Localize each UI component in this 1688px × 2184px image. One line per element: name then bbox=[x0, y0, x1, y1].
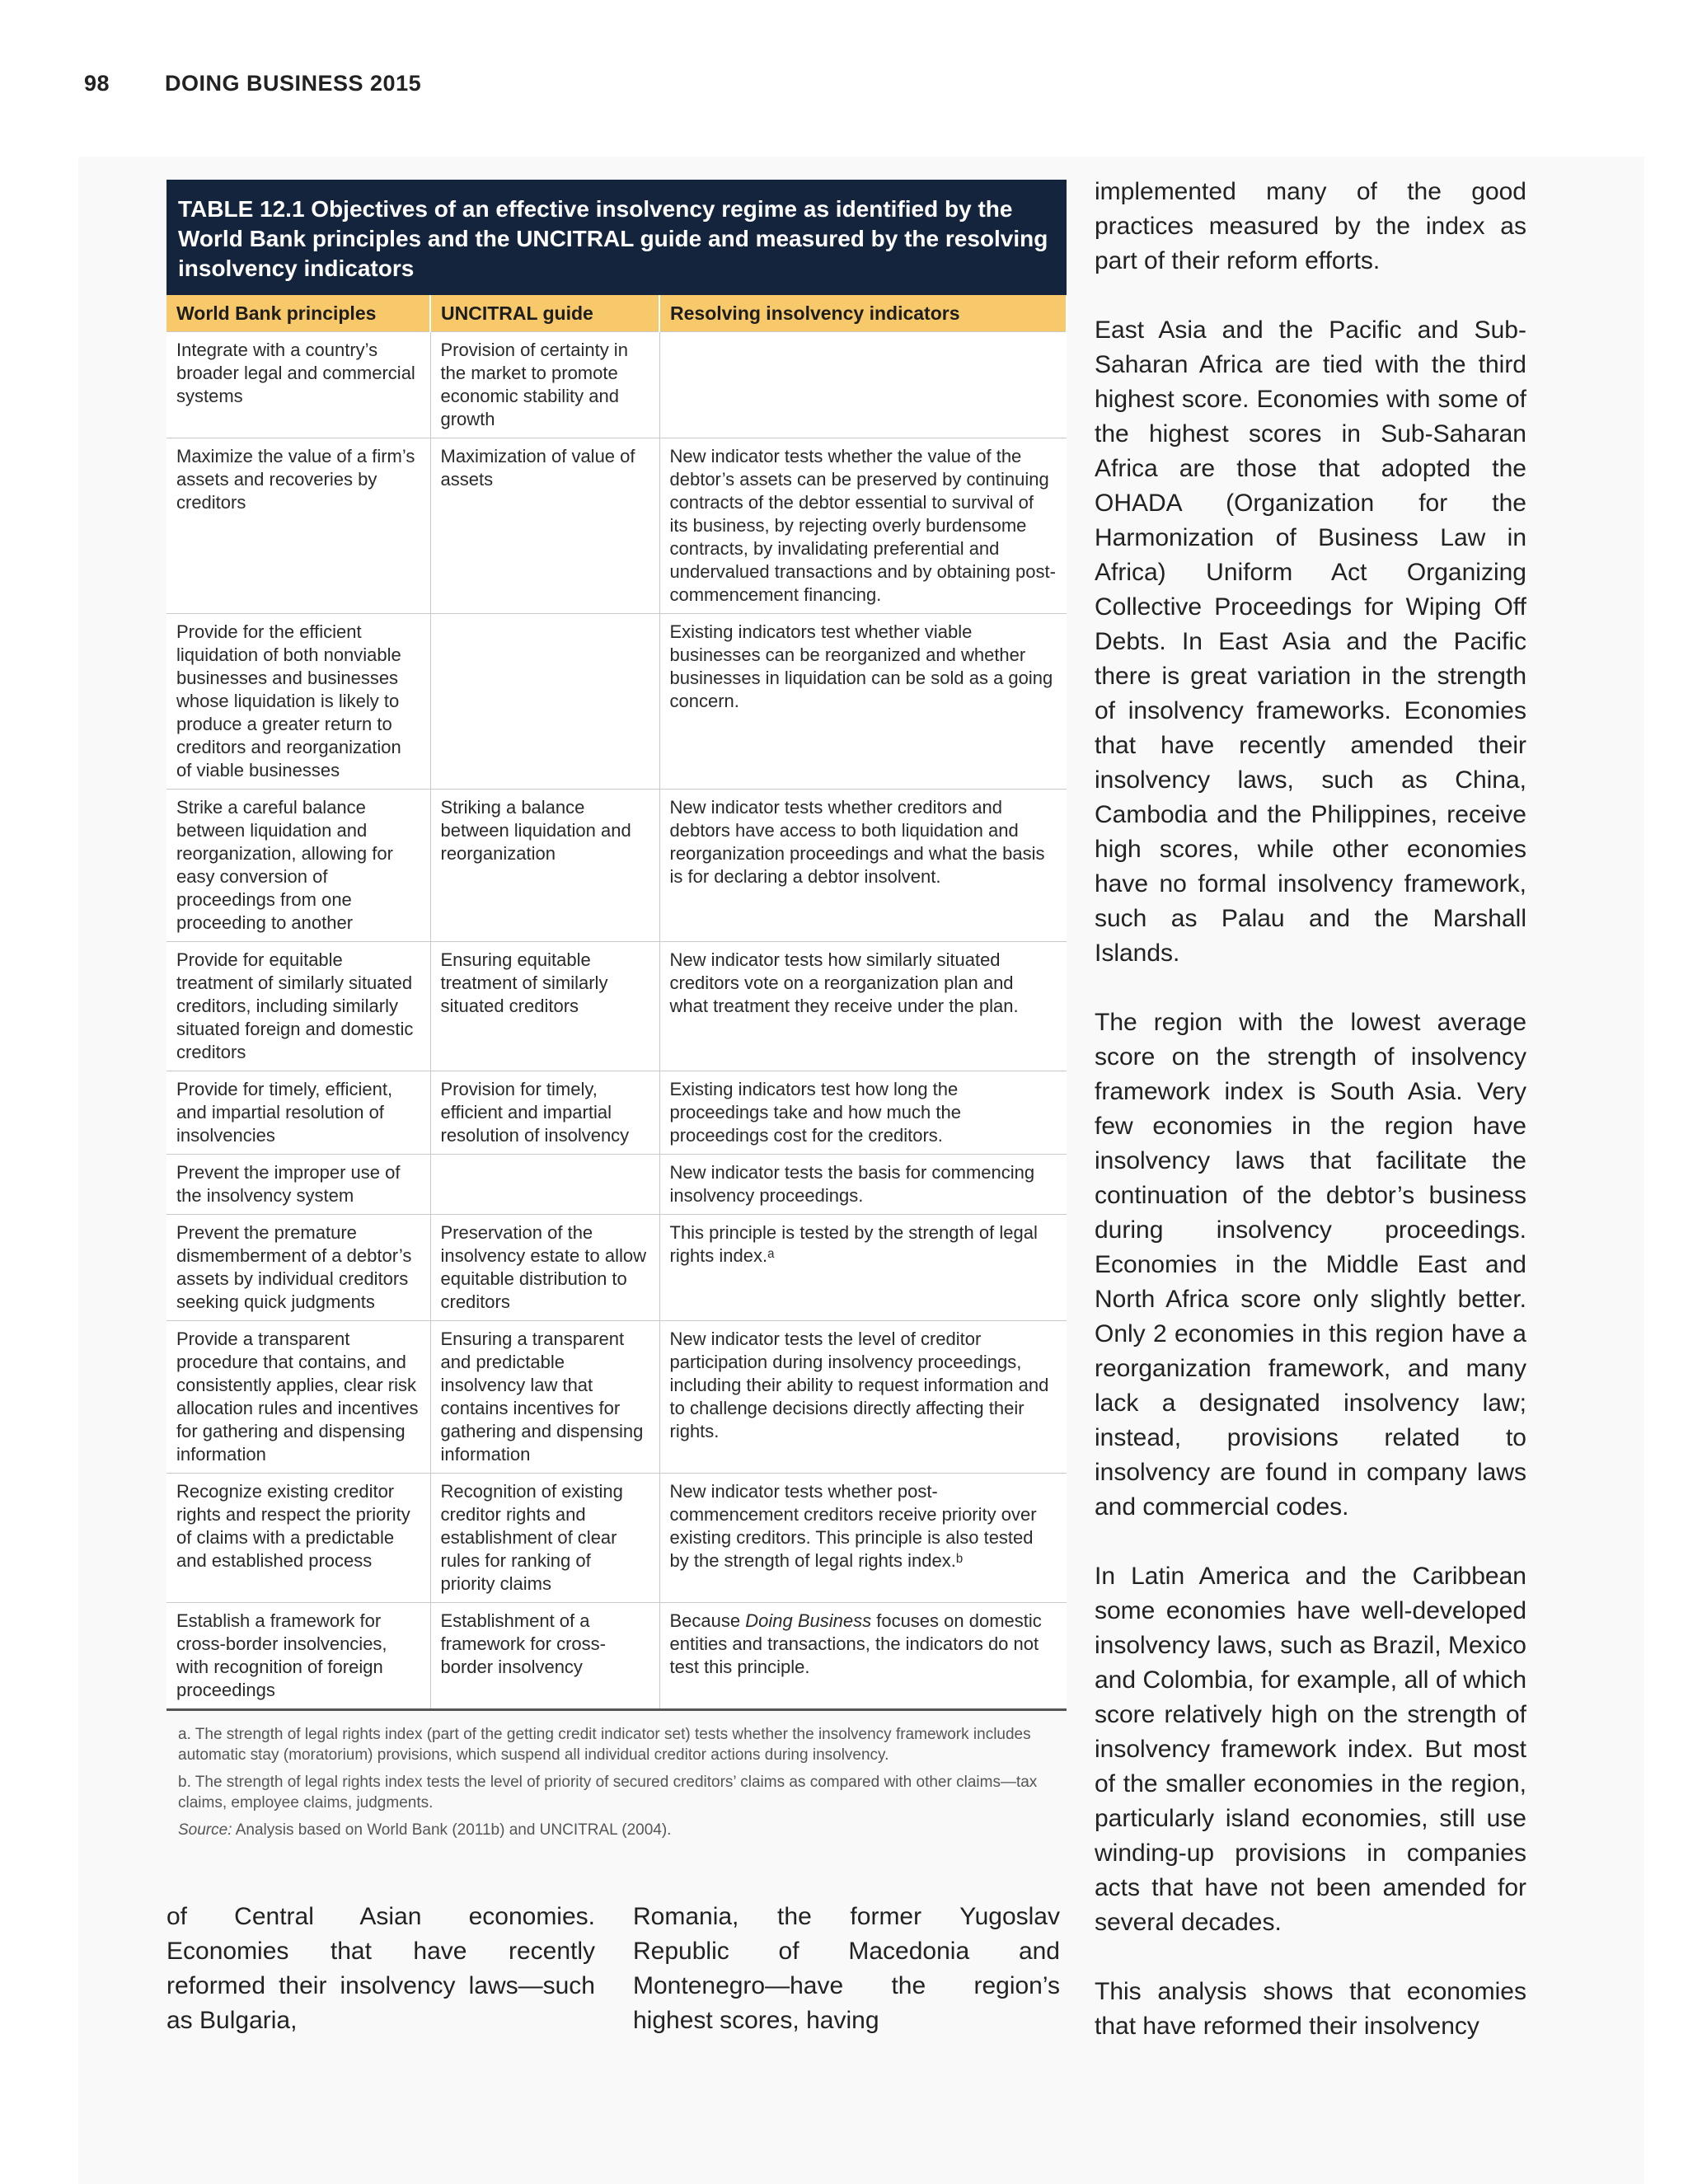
source-label: Source: bbox=[178, 1821, 232, 1839]
paragraph: The region with the lowest average score on the strength of insolvency framework index is South Asia. Very few economies in the region have insolvency laws that facilitate the continuation of the debtor’s business during insolvency proceedings. Economies in the Middle East and North Africa score only slightly better. Only 2 economies in this region have a reorganization framework, and many lack a designated insolvency law; instead, provisions related to insolvency are found in company laws and commercial codes. bbox=[1095, 1009, 1526, 1521]
table-notes bbox=[166, 1724, 1067, 1840]
footnote-b: b. The strength of legal rights index tests the level of priority of secured creditors’ claims as compared with other claims—tax claims, employee claims, judgments. bbox=[178, 1774, 1038, 1811]
table-row bbox=[166, 438, 1067, 614]
table-cell: Ensuring equitable treatment of similarly situated creditors bbox=[430, 942, 659, 1071]
table-cell: Prevent the premature dismemberment of a debtor’s assets by individual creditors seeking quick judgments bbox=[166, 1215, 430, 1321]
table-title: TABLE 12.1 Objectives of an effective insolvency regime as identified by the World Bank principles and the UNCITRAL guide and measured by the resolving insolvency indicators bbox=[166, 180, 1067, 295]
table-cell: Ensuring a transparent and predictable insolvency law that contains incentives for gathering and dispensing information bbox=[430, 1321, 659, 1474]
table-cell: New indicator tests whether post-commencement creditors receive priority over existing creditors. This principle is also tested by the strength of legal rights index.ᵇ bbox=[659, 1474, 1067, 1603]
table-cell: Strike a careful balance between liquidation and reorganization, allowing for easy conversion of proceedings from one proceeding to another bbox=[166, 790, 430, 942]
table-cell: Provide for equitable treatment of similarly situated creditors, including similarly situated foreign and domestic creditors bbox=[166, 942, 430, 1071]
publication-title: DOING BUSINESS 2015 bbox=[165, 71, 422, 96]
table-cell: Existing indicators test whether viable businesses can be reorganized and whether businesses in liquidation can be sold as a going concern. bbox=[659, 614, 1067, 790]
table-header-row bbox=[166, 295, 1067, 332]
column-header: World Bank principles bbox=[166, 295, 430, 332]
source-note bbox=[178, 1820, 1067, 1840]
table-row bbox=[166, 1071, 1067, 1155]
table-cell: Recognize existing creditor rights and respect the priority of claims with a predictable and established process bbox=[166, 1474, 430, 1603]
table-cell: New indicator tests whether the value of the debtor’s assets can be preserved by continuing contracts of the debtor essential to survival of its business, by rejecting overly burdensome contracts, by invalidating preferential and undervalued transactions and by obtaining post-commencement financing. bbox=[659, 438, 1067, 614]
paragraph: This analysis shows that economies that have reformed their insolvency bbox=[1095, 1978, 1526, 2040]
cell-emphasis: Doing Business bbox=[745, 1610, 872, 1631]
paragraph: implemented many of the good practices measured by the index as part of their reform efforts. bbox=[1095, 178, 1526, 274]
table-row bbox=[166, 942, 1067, 1071]
table-row bbox=[166, 790, 1067, 942]
table-cell: Prevent the improper use of the insolvency system bbox=[166, 1155, 430, 1215]
table-cell: Provide a transparent procedure that contains, and consistently applies, clear risk allocation rules and incentives for gathering and dispensing information bbox=[166, 1321, 430, 1474]
table-cell: Provision for timely, efficient and impartial resolution of insolvency bbox=[430, 1071, 659, 1155]
table-cell: Existing indicators test how long the proceedings take and how much the proceedings cost for the creditors. bbox=[659, 1071, 1067, 1155]
table-cell: Integrate with a country’s broader legal and commercial systems bbox=[166, 332, 430, 438]
page-number: 98 bbox=[84, 71, 110, 96]
table-cell bbox=[659, 332, 1067, 438]
table-row bbox=[166, 1155, 1067, 1215]
table-12-1 bbox=[166, 180, 1067, 1847]
table-row bbox=[166, 1474, 1067, 1603]
paragraph: East Asia and the Pacific and Sub-Saharan Africa are tied with the third highest score. Economies with some of the highest scores in Sub-Saharan Africa are those that adopted the OHADA (Organization for the Harmonization of Business Law in Africa) Uniform Act Organizing Collective Proceedings for Wiping Off Debts. In East Asia and the Pacific there is great variation in the strength of insolvency frameworks. Economies that have recently amended their insolvency laws, such as China, Cambodia and the Philippines, receive high scores, while other economies have no formal insolvency framework, such as Palau and the Marshall Islands. bbox=[1095, 316, 1526, 967]
column-header: UNCITRAL guide bbox=[430, 295, 659, 332]
source-text: Analysis based on World Bank (2011b) and UNCITRAL (2004). bbox=[232, 1821, 672, 1839]
table-cell: Provide for timely, efficient, and impartial resolution of insolvencies bbox=[166, 1071, 430, 1155]
footnote-a: a. The strength of legal rights index (part of the getting credit indicator set) tests whether the insolvency framework includes automatic stay (moratorium) provisions, which suspend all individual creditor actions during insolvency. bbox=[178, 1726, 1031, 1764]
table-cell: New indicator tests the basis for commencing insolvency proceedings. bbox=[659, 1155, 1067, 1215]
table-cell: Recognition of existing creditor rights and establishment of clear rules for ranking of priority claims bbox=[430, 1474, 659, 1603]
table-cell bbox=[659, 1603, 1067, 1710]
table-row bbox=[166, 1603, 1067, 1710]
table-row bbox=[166, 614, 1067, 790]
table-cell: New indicator tests how similarly situated creditors vote on a reorganization plan and what treatment they receive under the plan. bbox=[659, 942, 1067, 1071]
table-cell: New indicator tests the level of creditor participation during insolvency proceedings, including their ability to request information and to challenge decisions directly affecting their rights. bbox=[659, 1321, 1067, 1474]
table-row bbox=[166, 1321, 1067, 1474]
table-cell: Provision of certainty in the market to promote economic stability and growth bbox=[430, 332, 659, 438]
paragraph: In Latin America and the Caribbean some economies have well-developed insolvency laws, such as Brazil, Mexico and Colombia, for example, all of which score relatively high on the strength of insolvency framework index. But most of the smaller economies in the region, particularly island economies, still use winding-up provisions in companies acts that have not been amended for several decades. bbox=[1095, 1563, 1526, 1936]
table-cell bbox=[430, 1155, 659, 1215]
table-cell: This principle is tested by the strength of legal rights index.ᵃ bbox=[659, 1215, 1067, 1321]
running-header bbox=[84, 71, 421, 96]
table-cell: Provide for the efficient liquidation of both nonviable businesses and businesses whose liquidation is likely to produce a greater return to creditors and reorganization of viable businesses bbox=[166, 614, 430, 790]
table-cell: Establish a framework for cross-border insolvencies, with recognition of foreign proceedings bbox=[166, 1603, 430, 1710]
bottom-left-text-column bbox=[166, 1900, 595, 2038]
table-cell: Maximize the value of a firm’s assets and recoveries by creditors bbox=[166, 438, 430, 614]
table-row bbox=[166, 332, 1067, 438]
table-cell: Preservation of the insolvency estate to allow equitable distribution to creditors bbox=[430, 1215, 659, 1321]
table-cell: Establishment of a framework for cross-border insolvency bbox=[430, 1603, 659, 1710]
table-cell: Maximization of value of assets bbox=[430, 438, 659, 614]
right-text-column bbox=[1095, 175, 1526, 2079]
table-cell bbox=[430, 614, 659, 790]
table-row bbox=[166, 1215, 1067, 1321]
paragraph: Romania, the former Yugoslav Republic of Macedonia and Montenegro—have the region’s highest scores, having bbox=[633, 1903, 1060, 2034]
cell-text: focuses on domestic entities and transactions, the indicators do not test this principle. bbox=[669, 1610, 1042, 1677]
cell-text: Because bbox=[669, 1610, 746, 1631]
table-cell: New indicator tests whether creditors and debtors have access to both liquidation and reorganization proceedings and what the basis is for declaring a debtor insolvent. bbox=[659, 790, 1067, 942]
paragraph: of Central Asian economies. Economies that have recently reformed their insolvency laws—such as Bulgaria, bbox=[166, 1903, 595, 2034]
table-cell: Striking a balance between liquidation and reorganization bbox=[430, 790, 659, 942]
objectives-table bbox=[166, 295, 1067, 1711]
bottom-middle-text-column bbox=[633, 1900, 1060, 2038]
column-header: Resolving insolvency indicators bbox=[659, 295, 1067, 332]
